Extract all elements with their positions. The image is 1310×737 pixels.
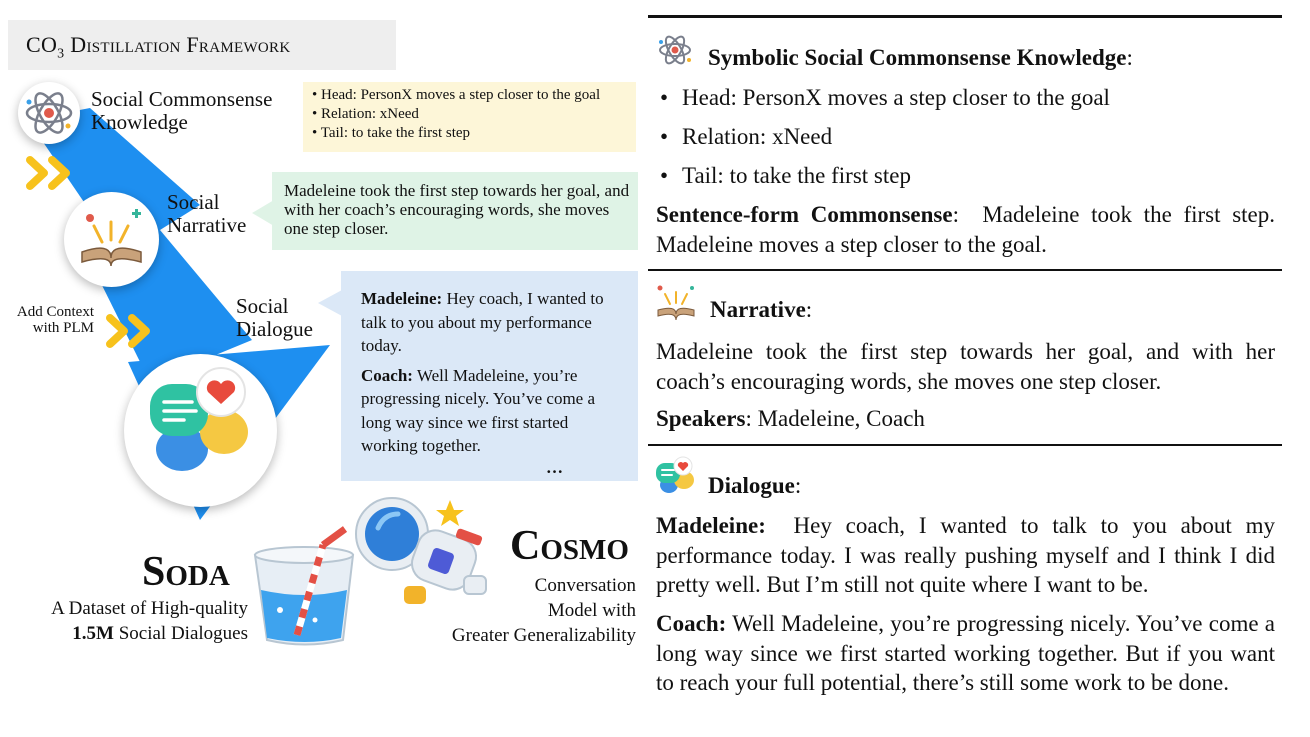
narrative-box <box>272 172 638 250</box>
chat-bubbles-icon <box>124 354 277 507</box>
stage-label-knowledge: Social Commonsense Knowledge <box>91 87 273 134</box>
knowledge-bullet-list <box>660 78 1110 195</box>
speakers-paragraph: Speakers: Madeleine, Coach <box>656 406 925 431</box>
atom-icon <box>655 30 695 70</box>
framework-title: $CO_3$ Distillation Framework <box>26 32 291 62</box>
knowledge-section-title: Symbolic Social Commonsense Knowledge: <box>708 45 1133 70</box>
knowledge-bullet-item: • Head: PersonX moves a step closer to the goal <box>660 78 1110 117</box>
dialogue-node <box>124 354 277 507</box>
top-rule <box>648 15 1282 18</box>
narrative-node <box>64 192 159 287</box>
chat-bubbles-icon <box>654 455 698 499</box>
narrative-paragraph: Madeleine took the first step towards her goal, and with her coach’s encouraging words, she moves one step closer. <box>656 339 1275 394</box>
dialogue-turn-madeleine: Madeleine: Hey coach, I wanted to talk to you about my performance today. I was really pushing myself and I think I did pretty well. But I’m still not quite where I want to be. <box>656 513 1275 597</box>
knowledge-bullet-item: • Tail: to take the first step <box>660 156 1110 195</box>
dialogue-turn: Madeleine: Hey coach, I wanted to talk to you about my performance today. <box>361 289 604 355</box>
open-book-icon <box>654 280 698 324</box>
knowledge-bullet: • Tail: to take the first step <box>312 124 636 143</box>
dialogue-turn: Coach: Well Madeleine, you’re progressing nicely. You’ve come a long way since we first started working together. <box>361 365 596 455</box>
knowledge-bullet: • Relation: xNeed <box>312 105 636 124</box>
soda-title: Soda <box>142 549 230 595</box>
section-rule <box>648 269 1282 271</box>
sentence-form-paragraph: Sentence-form Commonsense: Madeleine took the first step. Madeleine moves a step closer to the goal. <box>656 202 1275 257</box>
narrative-box-tail <box>252 200 274 226</box>
cosmo-title: Cosmo <box>510 523 629 569</box>
knowledge-bullet: • Head: PersonX moves a step closer to the goal <box>312 86 636 105</box>
soda-subtitle: A Dataset of High-quality 1.5M Social Dialogues <box>51 598 248 644</box>
chevron-double-icon <box>30 160 66 186</box>
stage-label-dialogue: Social Dialogue <box>236 294 313 341</box>
soda-glass-icon <box>245 525 360 650</box>
dialogue-box-tail <box>318 290 342 316</box>
add-context-label: Add Context with PLM <box>16 304 94 336</box>
knowledge-bullet-item: • Relation: xNeed <box>660 117 1110 156</box>
dialogue-turn-coach: Coach: Well Madeleine, you’re progressing nicely. You’ve come a long way since we first started working together. But if you want to reach your full potential, there’s still some work to be done. <box>656 611 1275 695</box>
knowledge-bullets-box <box>303 82 636 152</box>
dialogue-ellipsis: … <box>546 457 563 477</box>
narrative-text: Madeleine took the first step towards her goal, and with her coach’s encouraging words, she moves one step closer. <box>284 181 630 238</box>
atom-icon <box>18 82 80 144</box>
stage-label-narrative: Social Narrative <box>167 190 247 237</box>
dialogue-section-title: Dialogue: <box>708 473 802 498</box>
section-rule <box>648 444 1282 446</box>
narrative-section-title: Narrative: <box>710 297 813 322</box>
open-book-icon <box>64 192 159 287</box>
cosmo-subtitle: Conversation Model with Greater Generalizability <box>451 575 636 646</box>
knowledge-node <box>18 82 80 144</box>
dialogue-box <box>341 271 638 481</box>
